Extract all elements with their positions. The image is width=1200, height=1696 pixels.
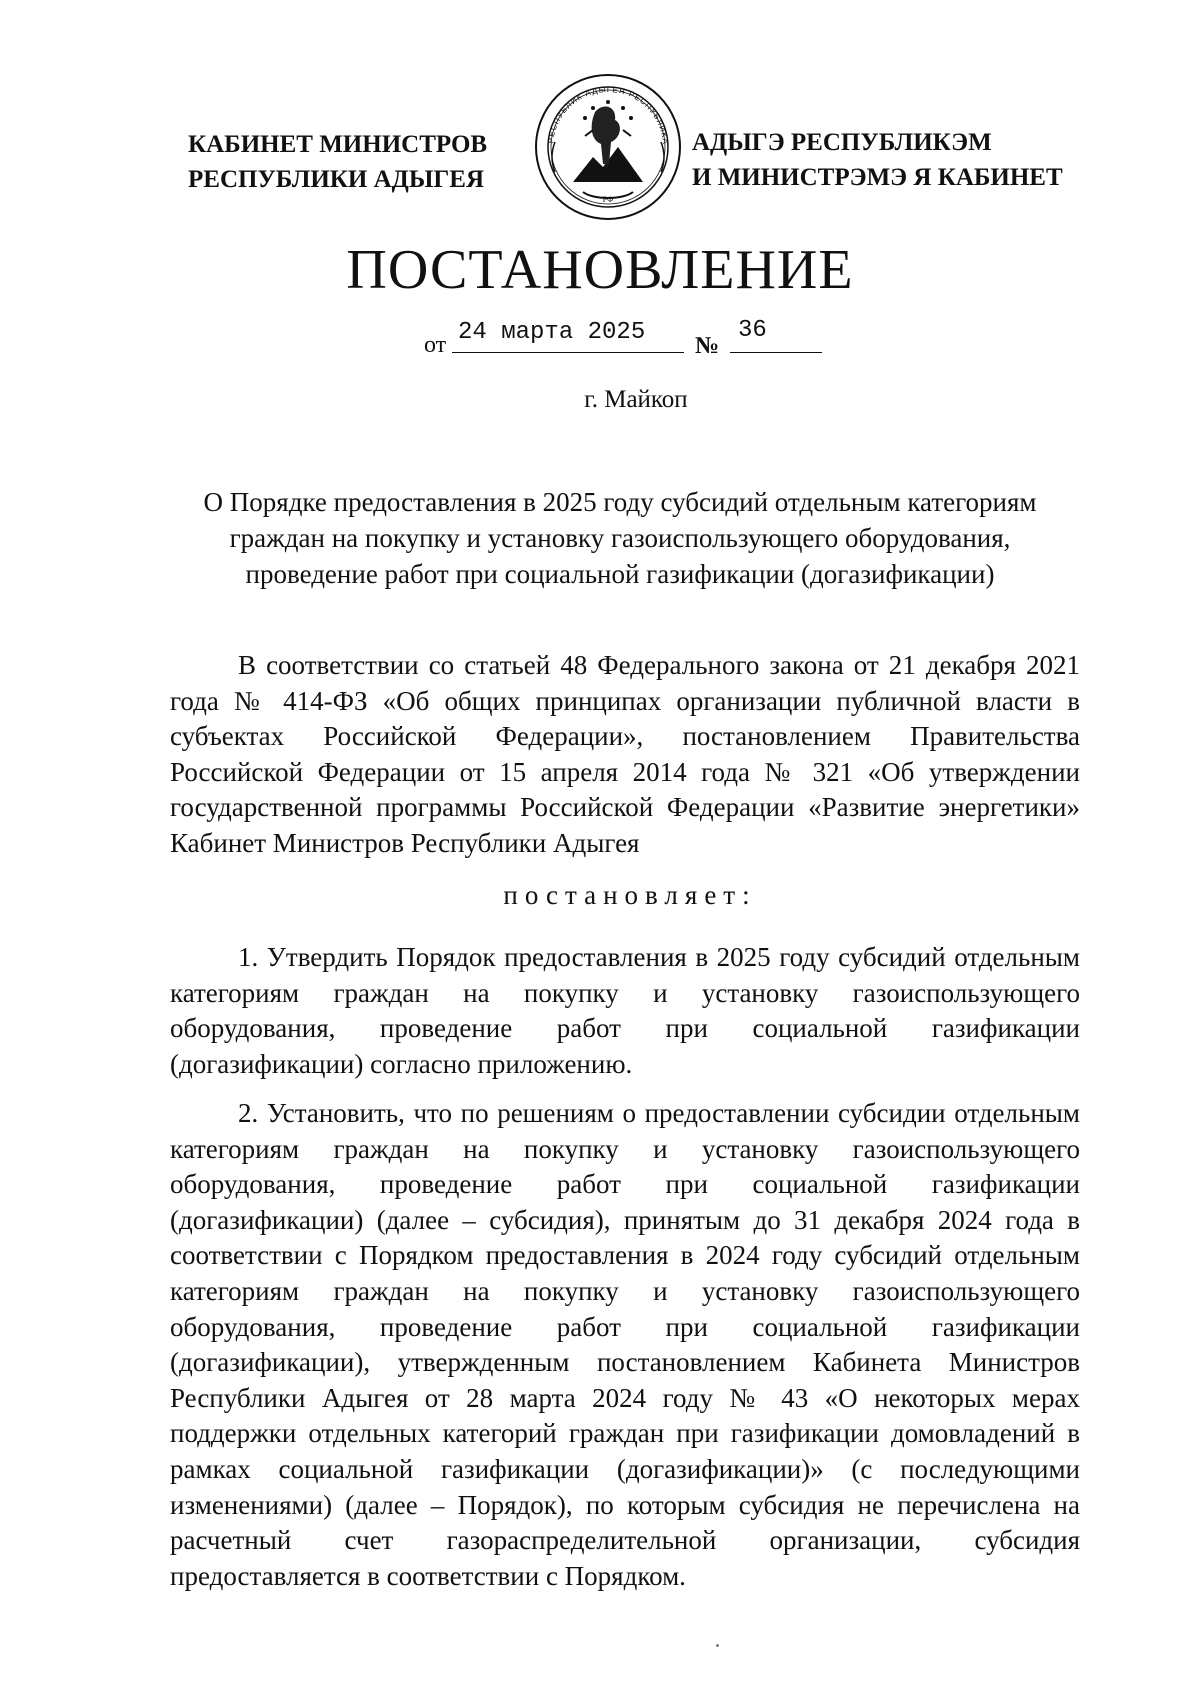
preamble-paragraph: В соответствии со статьей 48 Федерального закона от 21 декабря 2021 года № 414-ФЗ «Об общих принципах организации публичной власти в субъектах Российской Федерации», постановлением Правительства Российской Федерации от 15 апреля 2014 года № 321 «Об утверждении государственной программы Российской Федерации «Развитие энергетики» Кабинет Министров Республики Адыгея	[170, 650, 1080, 858]
coat-of-arms-icon	[533, 72, 683, 222]
item-1-paragraph: 1. Утвердить Порядок предоставления в 2025 году субсидий отдельным категориям граждан на покупку и установку газоиспользующего оборудования, проведение работ при социальной газификации (догазификации) согласно приложению.	[170, 942, 1080, 1079]
issuer-russian	[188, 127, 508, 197]
issuer-adyghe	[692, 125, 1092, 195]
document-date: 24 марта 2025	[458, 319, 646, 346]
scan-speck	[716, 1644, 719, 1647]
number-underline	[730, 352, 822, 353]
svg-text:РФ: РФ	[602, 195, 614, 204]
city: г. Майкоп	[584, 386, 688, 413]
emblem-text: РЕСПУБЛИК АДЫГЕЯ РЕСПУБЛИКА	[546, 84, 671, 146]
issuer-russian-line2: РЕСПУБЛИКИ АДЫГЕЯ	[188, 166, 485, 193]
document-number: 36	[738, 317, 767, 344]
item-2-paragraph: 2. Установить, что по решениям о предоставлении субсидии отдельным категориям граждан на покупку и установку газоиспользующего оборудования, проведение работ при социальной газификации (догазификации) (далее – субсидия), принятым до 31 декабря 2024 года в соответствии с Порядком предоставления в 2024 году субсидий отдельным категориям граждан на покупку и установку газоиспользующего оборудования, проведение работ при социальной газификации (догазификации), утвержденным постановлением Кабинета Министров Республики Адыгея от 28 марта 2024 году № 43 «О некоторых мерах поддержки отдельных категорий граждан при газификации домовладений в рамках социальной газификации (догазификации)» (с последующими изменениями) (далее – Порядок), по которым субсидия не перечислена на расчетный счет газораспределительной организации, субсидия предоставляется в соответствии с Порядком.	[170, 1098, 1080, 1591]
date-underline	[452, 352, 684, 353]
document-title: ПОСТАНОВЛЕНИЕ	[346, 239, 854, 301]
issuer-russian-line1: КАБИНЕТ МИНИСТРОВ	[188, 131, 488, 158]
issuer-adyghe-line1: АДЫГЭ РЕСПУБЛИКЭМ	[692, 129, 992, 156]
document-subject: О Порядке предоставления в 2025 году субсидий отдельным категориям граждан на покупку и установку газоиспользующего оборудования, проведение работ при социальной газификации (догазификации)	[203, 487, 1037, 589]
number-prefix: №	[695, 333, 720, 359]
date-prefix: от	[424, 332, 447, 358]
decree-word: постановляет:	[503, 880, 757, 910]
issuer-adyghe-line2: И МИНИСТРЭМЭ Я КАБИНЕТ	[692, 164, 1063, 191]
